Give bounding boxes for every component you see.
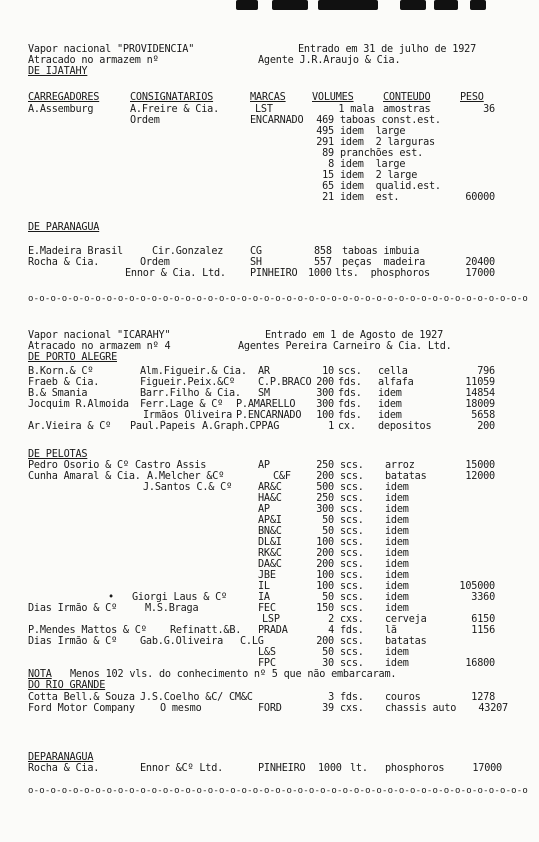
- unit: fds.: [338, 377, 362, 388]
- mark: PINHEIRO: [250, 268, 298, 279]
- consignee: Giorgi Laus & Cº: [132, 592, 227, 603]
- content: idem: [385, 559, 409, 570]
- volume: 8: [328, 159, 334, 170]
- origin-heading: DO RIO GRANDE: [28, 680, 106, 691]
- content: idem: [385, 548, 409, 559]
- volume: 1: [328, 421, 334, 432]
- consignee: Irmãos Oliveira: [143, 410, 233, 421]
- consignee: Ferr.Lage & Cº: [140, 399, 224, 410]
- weight: 17000: [465, 268, 495, 279]
- mark: AP&I: [258, 515, 282, 526]
- dashed-separator: o-o-o-o-o-o-o-o-o-o-o-o-o-o-o-o-o-o-o-o-o-o-o-o-o-o-o-o-o-o-o-o-o-o-o-o-o-o-o-o-o-o-o-o-o: [28, 786, 529, 796]
- consignee: A.Freire & Cia.: [130, 104, 220, 115]
- content: idem: [378, 399, 402, 410]
- content: idem: [385, 603, 409, 614]
- consignee: A.Melcher &Cº: [147, 471, 225, 482]
- volume: 250: [316, 460, 334, 471]
- content: idem: [378, 388, 402, 399]
- mark: RK&C: [258, 548, 282, 559]
- volume: 200: [316, 471, 334, 482]
- mark: DL&I: [258, 537, 282, 548]
- content: lã: [385, 625, 397, 636]
- consignee: M.S.Braga: [145, 603, 199, 614]
- weight: 14854: [465, 388, 495, 399]
- weight: 16800: [465, 658, 495, 669]
- volume: 65: [322, 181, 334, 192]
- mark: DA&C: [258, 559, 282, 570]
- volume: 200: [316, 636, 334, 647]
- shipper: Ford Motor Company: [28, 703, 135, 714]
- content: idem: [385, 515, 409, 526]
- weight: 1156: [471, 625, 495, 636]
- content: idem: [385, 526, 409, 537]
- consignee: J.Santos C.& Cº: [143, 482, 233, 493]
- note-label: NOTA: [28, 669, 52, 680]
- content: taboas imbuia: [342, 246, 420, 257]
- origin-heading: DE PORTO ALEGRE: [28, 352, 118, 363]
- weight: 18009: [465, 399, 495, 410]
- consignee: J.S.Coelho &C/ CM&C: [140, 692, 253, 703]
- ink-smudge: [318, 0, 378, 10]
- weight: 36: [483, 104, 495, 115]
- dashed-separator: o-o-o-o-o-o-o-o-o-o-o-o-o-o-o-o-o-o-o-o-o-o-o-o-o-o-o-o-o-o-o-o-o-o-o-o-o-o-o-o-o-o-o-o-o: [28, 294, 529, 304]
- mark: A.Graph.CPPAG: [202, 421, 280, 432]
- mark: PRADA: [258, 625, 288, 636]
- volume: 200: [316, 548, 334, 559]
- consignee: Barr.Filho & Cia.: [140, 388, 241, 399]
- volume: 250: [316, 493, 334, 504]
- mark: C&F: [273, 471, 291, 482]
- column-header-contents: CONTEUDO: [383, 92, 431, 103]
- volume: 100: [316, 537, 334, 548]
- weight: 17000: [472, 763, 502, 774]
- ink-smudge: [272, 0, 308, 10]
- content: batatas: [385, 636, 427, 647]
- unit: fds.: [338, 410, 362, 421]
- content: couros: [385, 692, 421, 703]
- shipper: A.Assemburg: [28, 104, 94, 115]
- volume: 1 mala: [338, 104, 374, 115]
- unit: scs.: [340, 570, 364, 581]
- content: idem: [385, 482, 409, 493]
- content: idem: [385, 493, 409, 504]
- volume: 291: [316, 137, 334, 148]
- agent: Agente J.R.Araujo & Cia.: [258, 55, 401, 66]
- ink-smudge: [400, 0, 426, 10]
- volume: 100: [316, 581, 334, 592]
- unit: fds.: [338, 388, 362, 399]
- unit: scs.: [340, 658, 364, 669]
- unit: scs.: [340, 559, 364, 570]
- mark: FPC: [258, 658, 276, 669]
- shipper: Cotta Bell.& Souza: [28, 692, 135, 703]
- unit: fds.: [340, 692, 364, 703]
- content: idem: [378, 410, 402, 421]
- content: idem large: [340, 159, 406, 170]
- mark: IA: [258, 592, 270, 603]
- mark: SH: [250, 257, 262, 268]
- content: cella: [378, 366, 408, 377]
- shipper: Cunha Amaral & Cia.: [28, 471, 141, 482]
- content: taboas const.est.: [340, 115, 441, 126]
- content: idem 2 large: [340, 170, 418, 181]
- unit: scs.: [340, 493, 364, 504]
- mark: JBE: [258, 570, 276, 581]
- ink-smudge: [434, 0, 458, 10]
- volume: 50: [322, 592, 334, 603]
- mark: C.P.BRACO: [258, 377, 312, 388]
- content: idem: [385, 570, 409, 581]
- mark: AP: [258, 504, 270, 515]
- volume: 1000: [308, 268, 332, 279]
- content: idem: [385, 647, 409, 658]
- mark: LST: [255, 104, 273, 115]
- content: idem est.: [340, 192, 400, 203]
- weight: 3360: [471, 592, 495, 603]
- unit: scs.: [340, 471, 364, 482]
- unit: scs.: [340, 526, 364, 537]
- content: idem: [385, 658, 409, 669]
- consignee: Cir.Gonzalez: [152, 246, 224, 257]
- unit: scs.: [340, 647, 364, 658]
- shipper: Jocquim R.Almoida: [28, 399, 129, 410]
- consignee: Gab.G.Oliveira: [140, 636, 224, 647]
- weight: 105000: [459, 581, 495, 592]
- content: idem qualid.est.: [340, 181, 441, 192]
- volume: 3: [328, 692, 334, 703]
- volume: 2: [328, 614, 334, 625]
- arrival-date: Entrado em 1 de Agosto de 1927: [265, 330, 444, 341]
- volume: 100: [316, 570, 334, 581]
- weight: 43207: [478, 703, 508, 714]
- agent: Agentes Pereira Carneiro & Cia. Ltd.: [238, 341, 452, 352]
- vessel-name: Vapor nacional "ICARAHY": [28, 330, 171, 341]
- content: idem: [385, 592, 409, 603]
- mark: LSP: [262, 614, 280, 625]
- consignee: O mesmo: [160, 703, 202, 714]
- unit: scs.: [340, 482, 364, 493]
- unit: scs.: [340, 515, 364, 526]
- shipper: P.Mendes Mattos & Cº: [28, 625, 147, 636]
- mark: IL: [258, 581, 270, 592]
- volume: 100: [316, 410, 334, 421]
- unit: cxs.: [340, 614, 364, 625]
- volume: 10: [322, 366, 334, 377]
- content: batatas: [385, 471, 427, 482]
- consignee: Alm.Figueir.& Cia.: [140, 366, 247, 377]
- arrival-date: Entrado em 31 de julho de 1927: [298, 44, 477, 55]
- volume: 200: [316, 559, 334, 570]
- shipper: B.Korn.& Cº: [28, 366, 94, 377]
- volume: 495: [316, 126, 334, 137]
- consignee: Ordem: [130, 115, 160, 126]
- volume: 300: [316, 504, 334, 515]
- column-header-weight: PESO: [460, 92, 484, 103]
- unit: cxs.: [340, 703, 364, 714]
- volume: 557: [314, 257, 332, 268]
- unit: scs.: [340, 636, 364, 647]
- column-header-shippers: CARREGADORES: [28, 92, 100, 103]
- unit: scs.: [340, 460, 364, 471]
- mark: C.LG: [240, 636, 264, 647]
- consignee: Paul.Papeis: [130, 421, 196, 432]
- weight: 5658: [471, 410, 495, 421]
- origin-heading: DE IJATAHY: [28, 66, 88, 77]
- content: phosphoros: [385, 763, 445, 774]
- unit: cx.: [338, 421, 356, 432]
- content: amostras: [383, 104, 431, 115]
- volume: 21: [322, 192, 334, 203]
- warehouse: Atracado no armazem nº: [28, 55, 159, 66]
- unit: fds.: [338, 399, 362, 410]
- mark: AP: [258, 460, 270, 471]
- origin-heading: DE PARANAGUA: [28, 222, 100, 233]
- origin-heading: DEPARANAGUA: [28, 752, 94, 763]
- unit: fds.: [340, 625, 364, 636]
- volume: 30: [322, 658, 334, 669]
- mark: PINHEIRO: [258, 763, 306, 774]
- consignee: Ennor &Cº Ltd.: [140, 763, 224, 774]
- weight: 60000: [465, 192, 495, 203]
- shipper: Dias Irmão & Cº: [28, 603, 118, 614]
- column-header-marks: MARCAS: [250, 92, 286, 103]
- bullet: •: [108, 592, 114, 603]
- volume: 15: [322, 170, 334, 181]
- consignee: Castro Assis: [135, 460, 207, 471]
- shipper: B.& Smania: [28, 388, 88, 399]
- shipper: E.Madeira Brasil: [28, 246, 123, 257]
- volume: 200: [316, 377, 334, 388]
- volume: 300: [316, 399, 334, 410]
- mark: AR&C: [258, 482, 282, 493]
- volume: 1000: [318, 763, 342, 774]
- consignee: Refinatt.&B.: [170, 625, 242, 636]
- volume: 469: [316, 115, 334, 126]
- unit: scs.: [340, 592, 364, 603]
- mark: FEC: [258, 603, 276, 614]
- volume: 4: [328, 625, 334, 636]
- note-text: Menos 102 vls. do conhecimento nº 5 que não embarcaram.: [70, 669, 397, 680]
- content: depositos: [378, 421, 432, 432]
- shipper: Fraeb & Cia.: [28, 377, 100, 388]
- shipper: Ar.Vieira & Cº: [28, 421, 112, 432]
- consignee: Ordem: [140, 257, 170, 268]
- unit: lt.: [350, 763, 368, 774]
- volume: 39: [322, 703, 334, 714]
- weight: 12000: [465, 471, 495, 482]
- unit: scs.: [338, 366, 362, 377]
- volume: 50: [322, 515, 334, 526]
- ink-smudge: [236, 0, 258, 10]
- volume: 89: [322, 148, 334, 159]
- mark: AR: [258, 366, 270, 377]
- mark: CG: [250, 246, 262, 257]
- unit: scs.: [340, 548, 364, 559]
- shipper: Ennor & Cia. Ltd.: [125, 268, 226, 279]
- vessel-name: Vapor nacional "PROVIDENCIA": [28, 44, 195, 55]
- weight: 796: [477, 366, 495, 377]
- weight: 1278: [471, 692, 495, 703]
- mark: SM: [258, 388, 270, 399]
- shipper: Rocha & Cia.: [28, 763, 100, 774]
- content: idem: [385, 581, 409, 592]
- ink-smudge: [470, 0, 486, 10]
- volume: 50: [322, 647, 334, 658]
- shipper: Dias Irmão & Cº: [28, 636, 118, 647]
- unit: scs.: [340, 603, 364, 614]
- content: peças madeira: [342, 257, 426, 268]
- content: idem: [385, 504, 409, 515]
- volume: 500: [316, 482, 334, 493]
- mark: HA&C: [258, 493, 282, 504]
- weight: 11059: [465, 377, 495, 388]
- content: alfafa: [378, 377, 414, 388]
- content: lts. phosphoros: [335, 268, 430, 279]
- content: cerveja: [385, 614, 427, 625]
- content: pranchões est.: [340, 148, 424, 159]
- weight: 20400: [465, 257, 495, 268]
- volume: 858: [314, 246, 332, 257]
- unit: scs.: [340, 504, 364, 515]
- mark: L&S: [258, 647, 276, 658]
- column-header-consignees: CONSIGNATARIOS: [130, 92, 214, 103]
- mark: P.ENCARNADO: [236, 410, 302, 421]
- mark: ENCARNADO: [250, 115, 304, 126]
- volume: 150: [316, 603, 334, 614]
- volume: 300: [316, 388, 334, 399]
- weight: 200: [477, 421, 495, 432]
- unit: scs.: [340, 537, 364, 548]
- mark: P.AMARELLO: [236, 399, 296, 410]
- content: idem 2 larguras: [340, 137, 435, 148]
- content: chassis auto: [385, 703, 457, 714]
- weight: 6150: [471, 614, 495, 625]
- content: arroz: [385, 460, 415, 471]
- content: idem: [385, 537, 409, 548]
- content: idem large: [340, 126, 406, 137]
- weight: 15000: [465, 460, 495, 471]
- unit: scs.: [340, 581, 364, 592]
- volume: 50: [322, 526, 334, 537]
- consignee: Figueir.Peix.&Cº: [140, 377, 235, 388]
- origin-heading: DE PELOTAS: [28, 449, 88, 460]
- mark: FORD: [258, 703, 282, 714]
- shipper: Rocha & Cia.: [28, 257, 100, 268]
- mark: BN&C: [258, 526, 282, 537]
- warehouse: Atracado no armazem nº 4: [28, 341, 171, 352]
- column-header-volumes: VOLUMES: [312, 92, 354, 103]
- shipper: Pedro Osorio & Cº: [28, 460, 129, 471]
